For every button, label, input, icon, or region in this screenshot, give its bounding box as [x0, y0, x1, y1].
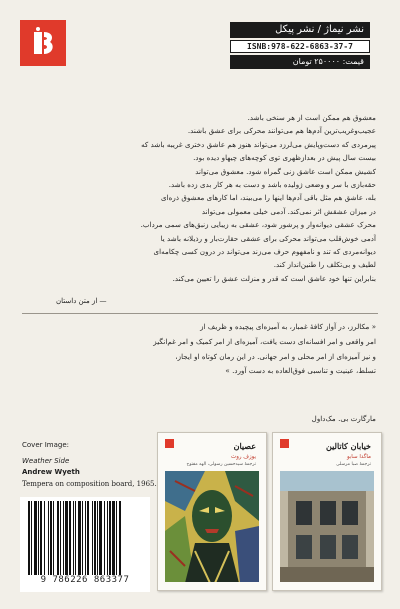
credit-caption: Cover Image: [22, 441, 70, 449]
book-title: خیابان کاتالین [326, 441, 371, 451]
excerpt-text [56, 111, 376, 285]
building-facade-icon [280, 471, 374, 582]
related-book-card [272, 432, 382, 591]
barcode-bars-icon [26, 501, 144, 575]
isbn: ISNB:978-622-6863-37-7 [230, 40, 370, 53]
expressionist-portrait-icon [165, 471, 259, 582]
logo-mark-icon [20, 20, 66, 66]
excerpt-line: محرک عشقی دیوانه‌وار و پرشور شود، عشقی به زیبایی زنبق‌های سمی مرداب. [140, 220, 376, 230]
excerpt-line: پیرمردی که دست‌وپایش می‌لرزد می‌تواند هنوز هم عاشق دختری غریبه باشد که [141, 139, 376, 149]
artwork-medium: Tempera on composition board, 1965. [22, 479, 157, 488]
excerpt-line: لطیف و بی‌تکلف را طنین‌انداز کند. [273, 260, 376, 270]
excerpt-line: معشوق هم ممکن است از هر سنخی باشد. [247, 113, 376, 122]
book-author: یوزف روت [231, 454, 256, 460]
barcode [20, 497, 150, 592]
excerpt-source: — از متن داستان [56, 297, 107, 305]
publisher-logo [20, 20, 66, 66]
cover-image-credit [22, 440, 162, 490]
excerpt-line: کشیش ممکن است عاشق زنی گمراه شود. معشوق می‌تواند [195, 166, 376, 176]
book-translator: ترجمهٔ صبا مرسلی [336, 462, 371, 467]
mini-logo-icon [165, 439, 174, 448]
book-title: عصیان [233, 441, 256, 451]
quote-line: « مکالرز، در آواز کافهٔ غمبار، به آمیزه‌ای پیچیده و ظریف از [200, 322, 376, 331]
artwork-title: Weather Side [22, 456, 70, 465]
excerpt-line: در میزان عشقش اثر نمی‌کند. آدمی خیلی معمولی می‌تواند [201, 206, 376, 216]
excerpt-line: عجیب‌وغریب‌ترین آدم‌ها هم می‌توانند محرکی برای عشق باشند. [187, 126, 376, 136]
quote-line: و نیز آمیزه‌ای از امر محلی و امر جهانی. در این رمان کوتاه او ایجاز، [175, 351, 376, 361]
book-author: ماگدا سابو [346, 454, 371, 460]
quote-line: تسلط، عینیت و تناسبی فوق‌العاده به دست آورد. » [225, 366, 376, 376]
quote-line: امر واقعی و امر افسانه‌ای دست یافت، آمیزه‌ای از امر کمیک و امر غم‌انگیز [153, 336, 376, 346]
excerpt-line: آدمی خوش‌قلب می‌تواند محرکی برای عشقی حقارت‌بار و رذیلانه باشد یا [160, 233, 376, 243]
book-cover-art [280, 471, 374, 582]
quote-author: مارگارت بی. مک‌داول [311, 414, 376, 423]
review-quote [56, 320, 376, 379]
book-cover-art [165, 471, 259, 582]
excerpt-line: بله، عاشق هم مثل باقی آدم‌ها اینها را می‌بیند، اما کارهای معشوق ذره‌ای [161, 193, 376, 203]
mini-logo-icon [280, 439, 289, 448]
section-divider [22, 313, 378, 314]
related-book-card [157, 432, 267, 591]
barcode-number: 9 786226 863377 [40, 575, 130, 585]
price: قیمت: ۲۵۰۰۰۰ تومان [230, 55, 370, 69]
excerpt-line: بنابراین تنها خود عاشق است که قدر و منزلت عشق را تعیین می‌کند. [172, 273, 376, 283]
book-translator: ترجمهٔ سیدحسین رسولی، الهه مفتوح [186, 462, 256, 467]
excerpt-line: حقه‌بازی با سر و وضعی ژولیده باشد و دست به هر کار بدی زده باشد. [168, 180, 376, 190]
publisher-label: نشر نیماژ / نشر پیکل [230, 22, 370, 38]
excerpt-line: بیست سال پیش در بعدازظهری توی کوچه‌های چیهاو دیده بود. [193, 153, 376, 163]
artist-name: Andrew Wyeth [22, 468, 80, 476]
excerpt-line: دیوانه‌مردی که تند و نامفهوم حرف می‌زند می‌تواند در درون کسی چکامه‌ای [153, 247, 376, 257]
